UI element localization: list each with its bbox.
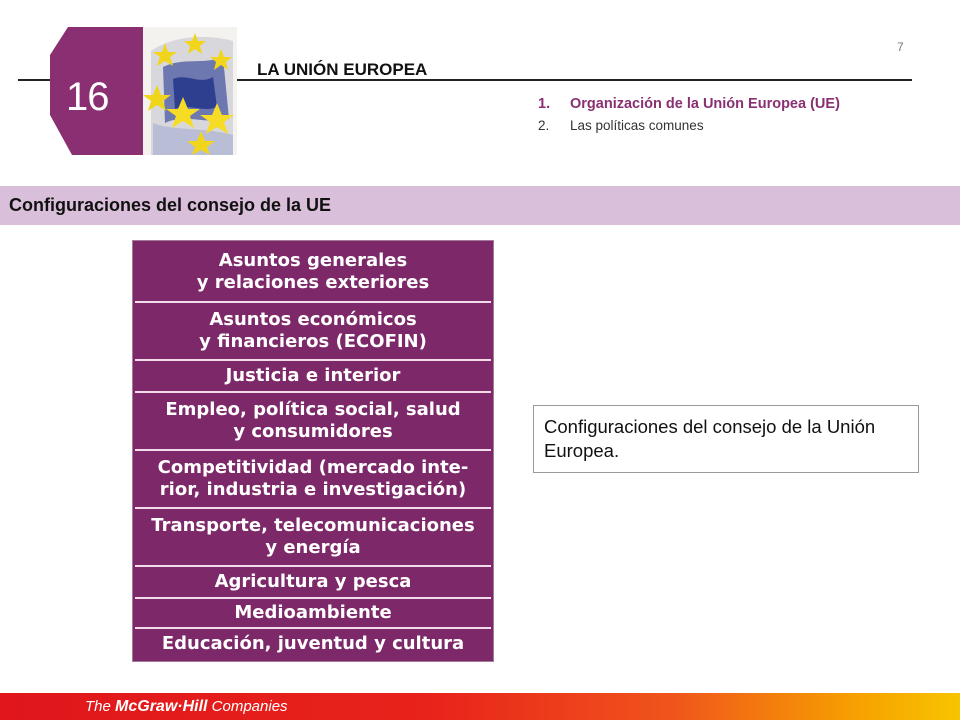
index-item-organizacion[interactable] <box>538 93 840 115</box>
section-title: Configuraciones del consejo de la UE <box>9 195 332 215</box>
row-line: Agricultura y pesca <box>214 571 412 592</box>
badge-corner-fold <box>50 27 68 55</box>
row-line: Asuntos económicos <box>209 309 417 330</box>
unit-badge <box>50 27 143 155</box>
logo-brand: McGraw·Hill <box>115 698 208 715</box>
publisher-logo <box>85 698 288 716</box>
table-row <box>135 303 491 359</box>
unit-title: LA UNIÓN EUROPEA <box>257 60 428 79</box>
table-row <box>135 509 491 565</box>
index-number: 2. <box>538 118 550 133</box>
table-row <box>135 599 491 627</box>
row-line: y financieros (ECOFIN) <box>199 331 427 352</box>
table-row <box>135 451 491 507</box>
row-line: Transporte, telecomunicaciones <box>151 515 475 536</box>
table-row <box>135 393 491 449</box>
row-line: Competitividad (mercado inte- <box>157 457 469 478</box>
row-line: Asuntos generales <box>218 250 408 271</box>
eu-flag-map-icon <box>143 27 237 155</box>
row-line: Empleo, política social, salud <box>165 399 461 420</box>
badge-corner-fold-bottom <box>50 115 72 155</box>
section-header-bar <box>0 186 960 225</box>
table-row <box>135 243 491 301</box>
row-line: y energía <box>265 537 361 558</box>
footer-bar <box>0 693 960 720</box>
row-line: rior, industria e investigación) <box>159 479 467 500</box>
row-line: y consumidores <box>233 421 393 442</box>
logo-suffix: Companies <box>211 698 288 715</box>
unit-index <box>538 93 840 137</box>
header-rule-left <box>18 79 52 81</box>
council-configurations-table <box>133 241 493 661</box>
caption-box <box>533 405 919 473</box>
table-row <box>135 361 491 391</box>
page-number: 7 <box>897 40 904 54</box>
index-item-politicas[interactable] <box>538 115 840 137</box>
index-label: Organización de la Unión Europea (UE) <box>570 96 840 112</box>
index-label: Las políticas comunes <box>570 118 704 133</box>
table-row <box>135 567 491 597</box>
row-line: y relaciones exteriores <box>196 272 430 293</box>
row-line: Justicia e interior <box>225 365 401 386</box>
row-line: Medioambiente <box>234 602 392 623</box>
row-line: Educación, juventud y cultura <box>161 633 465 654</box>
unit-number: 16 <box>66 75 109 119</box>
logo-prefix: The <box>85 698 111 715</box>
index-number: 1. <box>538 96 551 112</box>
caption-text: Configuraciones del consejo de la Unión Europea. <box>544 416 876 461</box>
table-row <box>135 629 491 659</box>
